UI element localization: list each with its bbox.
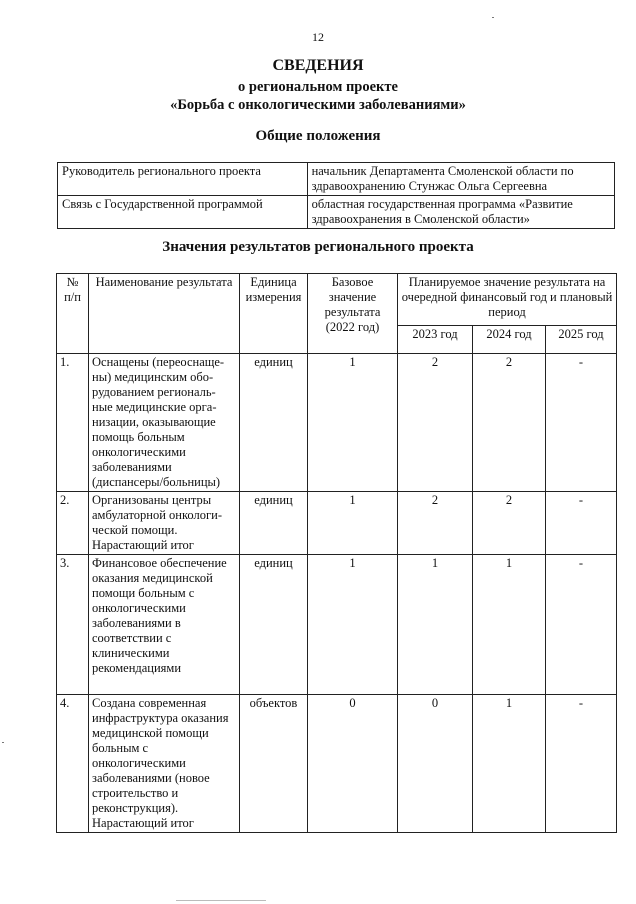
row-base: 0 xyxy=(308,695,398,833)
header-planned: Планируемое значение результата на очередной финансовый год и плановый период xyxy=(398,274,617,326)
general-heading: Общие положения xyxy=(255,128,381,144)
table-row xyxy=(57,695,617,833)
scan-speck xyxy=(492,17,494,18)
general-row xyxy=(58,196,615,229)
general-table xyxy=(57,162,615,229)
row-base: 1 xyxy=(308,555,398,695)
table-row xyxy=(57,555,617,695)
row-2023: 0 xyxy=(398,695,473,833)
header-num: № п/п xyxy=(57,274,89,354)
table-row xyxy=(57,354,617,492)
results-table xyxy=(56,273,617,833)
page-number: 12 xyxy=(312,30,324,44)
row-2024: 2 xyxy=(473,354,546,492)
row-base: 1 xyxy=(308,354,398,492)
row-num: 2. xyxy=(57,492,89,555)
row-2025: - xyxy=(546,354,617,492)
header-name: Наименование результата xyxy=(89,274,240,354)
row-2025: - xyxy=(546,555,617,695)
results-heading: Значения результатов регионального проекта xyxy=(162,239,474,255)
general-value: начальник Департамента Смоленской области по здравоохранению Стунжас Ольга Сергеевна xyxy=(307,163,614,196)
general-value: областная государственная программа «Развитие здравоохранения в Смоленской области» xyxy=(307,196,614,229)
results-header-row xyxy=(57,274,617,326)
document-subtitle-line2: «Борьба с онкологическими заболеваниями» xyxy=(170,97,466,113)
scan-speck xyxy=(2,742,4,743)
row-2023: 2 xyxy=(398,492,473,555)
general-label: Руководитель регионального проекта xyxy=(58,163,308,196)
row-2024: 1 xyxy=(473,695,546,833)
header-year-2024: 2024 год xyxy=(473,326,546,354)
row-2023: 2 xyxy=(398,354,473,492)
header-unit: Единица измерения xyxy=(240,274,308,354)
row-2025: - xyxy=(546,695,617,833)
row-2023: 1 xyxy=(398,555,473,695)
row-unit: единиц xyxy=(240,492,308,555)
header-year-2023: 2023 год xyxy=(398,326,473,354)
header-year-2025: 2025 год xyxy=(546,326,617,354)
general-label: Связь с Государственной программой xyxy=(58,196,308,229)
row-base: 1 xyxy=(308,492,398,555)
row-unit: единиц xyxy=(240,555,308,695)
row-2024: 1 xyxy=(473,555,546,695)
row-unit: объектов xyxy=(240,695,308,833)
document-title: СВЕДЕНИЯ xyxy=(272,57,364,74)
table-row xyxy=(57,492,617,555)
row-num: 3. xyxy=(57,555,89,695)
row-name: Финансовое обеспечение оказания медицинской помощи больным с онкологическими заболеваниями в соответствии с клиническими рекомендациями xyxy=(89,555,240,695)
row-num: 1. xyxy=(57,354,89,492)
header-base: Базовое значение результата (2022 год) xyxy=(308,274,398,354)
row-name: Организованы центры амбулаторной онкологи-ческой помощи. Нарастающий итог xyxy=(89,492,240,555)
row-unit: единиц xyxy=(240,354,308,492)
row-name: Создана современная инфраструктура оказания медицинской помощи больным с онкологическими заболеваниями (новое строительство и реконструкция). Нарастающий итог xyxy=(89,695,240,833)
scan-edge-mark xyxy=(176,900,266,901)
document-subtitle-line1: о региональном проекте xyxy=(238,79,398,95)
row-num: 4. xyxy=(57,695,89,833)
row-2024: 2 xyxy=(473,492,546,555)
row-name: Оснащены (переоснаще-ны) медицинским обо-рудованием региональ-ные медицинские орга-низации, оказывающие помощь больным онкологическими заболеваниями (диспансеры/больницы) xyxy=(89,354,240,492)
general-row xyxy=(58,163,615,196)
row-2025: - xyxy=(546,492,617,555)
